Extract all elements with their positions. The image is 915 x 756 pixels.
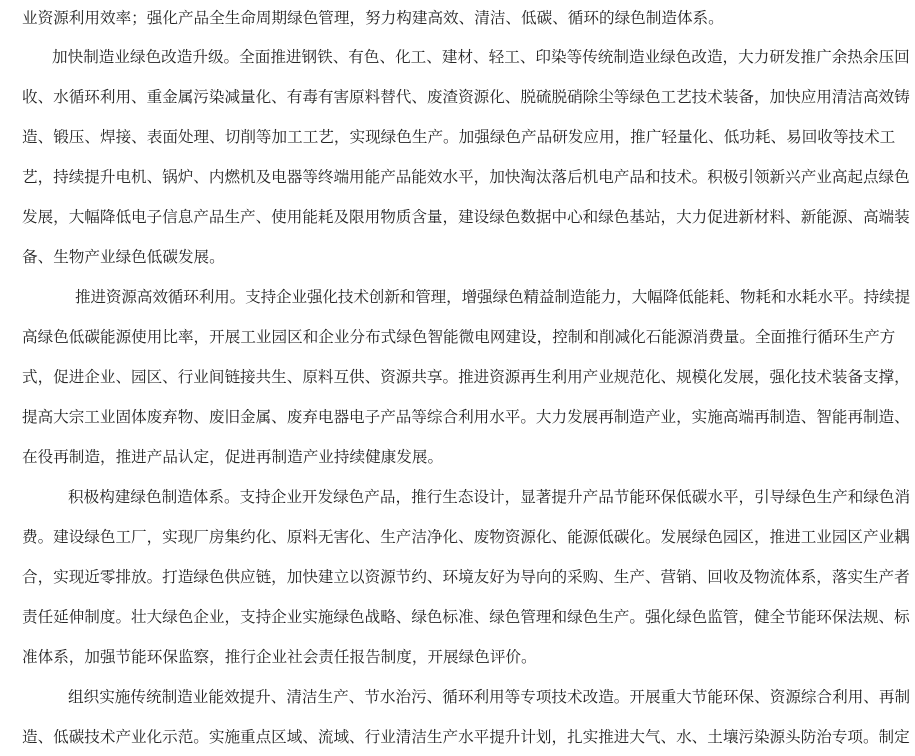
text-line: 式，促进企业、园区、行业间链接共生、原料互供、资源共享。推进资源再生利用产业规范化、规模化发展，强化技术装备支撑， xyxy=(22,368,910,386)
text-line: 业资源利用效率；强化产品全生命周期绿色管理，努力构建高效、清洁、低碳、循环的绿色制造体系。 xyxy=(22,9,724,27)
text-line: 艺，持续提升电机、锅炉、内燃机及电器等终端用能产品能效水平，加快淘汰落后机电产品和技术。积极引领新兴产业高起点绿色 xyxy=(22,168,910,186)
paragraph-start-line: 加快制造业绿色改造升级。全面推进钢铁、有色、化工、建材、轻工、印染等传统制造业绿色改造，大力研发推广余热余压回 xyxy=(52,48,910,66)
text-line: 备、生物产业绿色低碳发展。 xyxy=(22,248,225,266)
text-line: 造、低碳技术产业化示范。实施重点区域、流域、行业清洁生产水平提升计划，扎实推进大气、水、土壤污染源头防治专项。制定 xyxy=(22,728,910,746)
text-line: 发展，大幅降低电子信息产品生产、使用能耗及限用物质含量，建设绿色数据中心和绿色基站，大力促进新材料、新能源、高端装 xyxy=(22,208,910,226)
text-line: 提高大宗工业固体废弃物、废旧金属、废弃电器电子产品等综合利用水平。大力发展再制造产业，实施高端再制造、智能再制造、 xyxy=(22,408,910,426)
text-line: 合，实现近零排放。打造绿色供应链，加快建立以资源节约、环境友好为导向的采购、生产、营销、回收及物流体系，落实生产者 xyxy=(22,568,910,586)
text-line: 造、锻压、焊接、表面处理、切削等加工工艺，实现绿色生产。加强绿色产品研发应用，推广轻量化、低功耗、易回收等技术工 xyxy=(22,128,896,146)
paragraph-start-line: 积极构建绿色制造体系。支持企业开发绿色产品，推行生态设计，显著提升产品节能环保低碳水平，引导绿色生产和绿色消 xyxy=(68,488,911,506)
text-line: 在役再制造，推进产品认定，促进再制造产业持续健康发展。 xyxy=(22,448,444,466)
paragraph-start-line: 推进资源高效循环利用。支持企业强化技术创新和管理，增强绿色精益制造能力，大幅降低能耗、物耗和水耗水平。持续提 xyxy=(75,288,911,306)
paragraph-start-line: 组织实施传统制造业能效提升、清洁生产、节水治污、循环利用等专项技术改造。开展重大节能环保、资源综合利用、再制 xyxy=(68,688,911,706)
text-line: 准体系，加强节能环保监察，推行企业社会责任报告制度，开展绿色评价。 xyxy=(22,648,537,666)
text-line: 费。建设绿色工厂，实现厂房集约化、原料无害化、生产洁净化、废物资源化、能源低碳化。发展绿色园区，推进工业园区产业耦 xyxy=(22,528,910,546)
text-line: 责任延伸制度。壮大绿色企业，支持企业实施绿色战略、绿色标准、绿色管理和绿色生产。强化绿色监管，健全节能环保法规、标 xyxy=(22,608,910,626)
text-line: 收、水循环利用、重金属污染减量化、有毒有害原料替代、废渣资源化、脱硫脱硝除尘等绿色工艺技术装备，加快应用清洁高效铸 xyxy=(22,88,910,106)
text-line: 高绿色低碳能源使用比率，开展工业园区和企业分布式绿色智能微电网建设，控制和削减化石能源消费量。全面推行循环生产方 xyxy=(22,328,896,346)
